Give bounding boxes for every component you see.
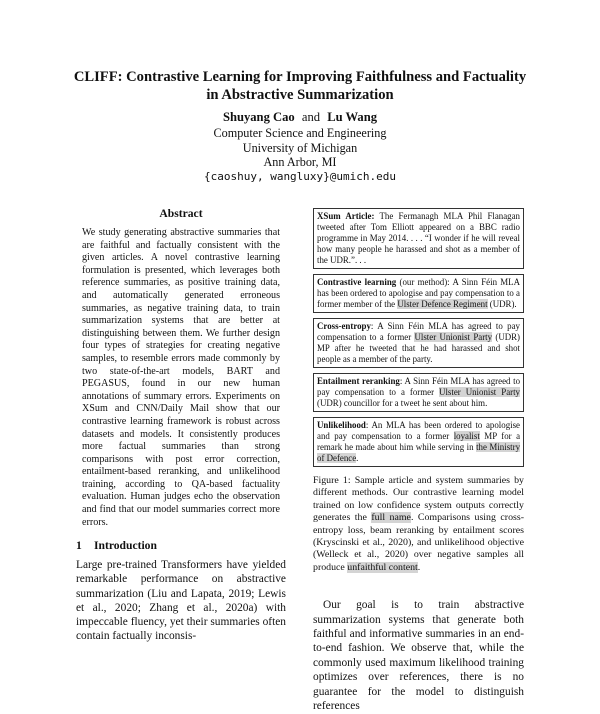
sample-text: : An MLA has been ordered to apologise and pay compensation to a former: [317, 420, 520, 441]
abstract-heading: Abstract: [159, 207, 203, 220]
highlighted-span: Ulster Unionist Party: [414, 332, 493, 342]
abstract-text: We study generating abstractive summaries that are faithful and factually consistent with the given articles. A novel contrastive learning formulation is presented, which leverages both reference summaries, as positive training data, and automatically generated erroneous summaries, as negative training data, to train summarization systems that are better at distinguishing between them. We further design four types of strategies for creating negative samples, to resemble errors made commonly by two state-of-the-art models, BART and PEGASUS, found in our new human annotations of summary errors. Experiments on XSum and CNN/Daily Mail show that our contrastive learning framework is robust across datasets and models. It consistently produces more factual summaries than strong comparisons with post error correction, entailment-based reranking, and unlikelihood training, according to QA-based factuality evaluation. Human judges echo the observation and find that our model summaries correct more errors.: [82, 227, 280, 528]
sample-text: The Fermanagh MLA Phil Flanagan tweeted after Tom Elliott appeared on a BBC radio programme in May 2014. . . . “I wonder if he will reveal how many people he harassed and shot as a member of the UDR.”. . .: [317, 211, 520, 265]
highlighted-span: Ulster Unionist Party: [439, 387, 520, 397]
figure-box-unlikelihood: [313, 417, 524, 467]
caption-text: .: [417, 561, 421, 573]
highlighted-span: loyalist: [453, 431, 480, 441]
highlighted-span: Ulster Defence Regiment: [397, 299, 488, 309]
figure-caption: [313, 475, 524, 574]
sample-label: Entailment reranking: [317, 376, 400, 386]
sample-text: (UDR).: [489, 299, 517, 309]
sample-text: (UDR) MP after he tweeted that he had harassed and shot people as a member of the party.: [317, 332, 521, 364]
affiliation-univ: University of Michigan: [242, 140, 358, 155]
sample-label-note: (our method):: [399, 277, 450, 287]
highlighted-span: the Ministry of Defence: [317, 442, 521, 463]
sample-label: Unlikelihood: [317, 420, 366, 430]
figure-box-xsum-article: [313, 208, 524, 269]
figure-box-cross-entropy: [313, 318, 524, 368]
affiliation-dept: Computer Science and Engineering: [213, 126, 387, 140]
section-title: Introduction: [94, 539, 157, 553]
figure-box-contrastive: [313, 274, 524, 313]
left-column: [76, 207, 286, 643]
sample-text: : A Sinn Féin MLA has agreed to pay compensation to a former: [317, 321, 520, 342]
author-email: {caoshuy, wangluxy}@umich.edu: [203, 170, 397, 183]
highlighted-span: full name: [371, 512, 411, 524]
figure-box-entailment: [313, 373, 524, 412]
sample-text: .: [356, 453, 359, 463]
sample-label: Cross-entropy: [317, 321, 371, 331]
sample-text: : A Sinn Féin MLA has agreed to pay compensation to a former: [317, 376, 521, 397]
author-separator: and: [301, 110, 321, 124]
sample-label: Contrastive learning: [317, 277, 397, 287]
section-heading-introduction: [76, 539, 286, 552]
caption-text: . Comparisons using cross-entropy loss, beam reranking by entailment scores (Kryscinski et al., 2020), and unlikelihood objective (Welleck et al., 2020) over negative samples all produce: [313, 512, 524, 573]
right-column: [313, 208, 524, 714]
section-number: 1: [76, 539, 82, 553]
sample-label: XSum Article:: [317, 211, 375, 221]
sample-text: (UDR) councillor for a tweet he sent about him.: [317, 398, 488, 408]
sample-text: A Sinn Féin MLA has been ordered to apologise and pay compensation to a former member of the: [317, 277, 521, 309]
paper-title: [40, 68, 560, 104]
title-line-2: in Abstractive Summarization: [206, 87, 394, 103]
authors: [0, 110, 600, 125]
affiliation-city: Ann Arbor, MI: [263, 155, 337, 170]
author-1: Shuyang Cao: [222, 110, 295, 124]
introduction-text: Large pre-trained Transformers have yielded remarkable performance on abstractive summarization (Liu and Lapata, 2019; Lewis et al., 2020; Zhang et al., 2020a) with impeccable fluency, yet their summaries often contain factually inconsis-: [76, 559, 286, 643]
author-2: Lu Wang: [327, 110, 378, 124]
highlighted-span: unfaithful content: [347, 561, 418, 573]
title-line-1: CLIFF: Contrastive Learning for Improving Faithfulness and Factuality: [73, 69, 527, 85]
caption-text: Figure 1: Sample article and system summaries by different methods. Our contrastive learning model trained on low confidence system outputs correctly generates the: [313, 475, 524, 524]
sample-text: MP for a remark he made about him while serving in: [317, 431, 521, 452]
right-body-text: Our goal is to train abstractive summarization systems that generate both faithful and informative summaries in an end-to-end fashion. We observe that, while the commonly used maximum likelihood training optimizes over references, there is no guarantee for the model to distinguish references: [313, 599, 524, 713]
affiliation: [0, 126, 600, 170]
